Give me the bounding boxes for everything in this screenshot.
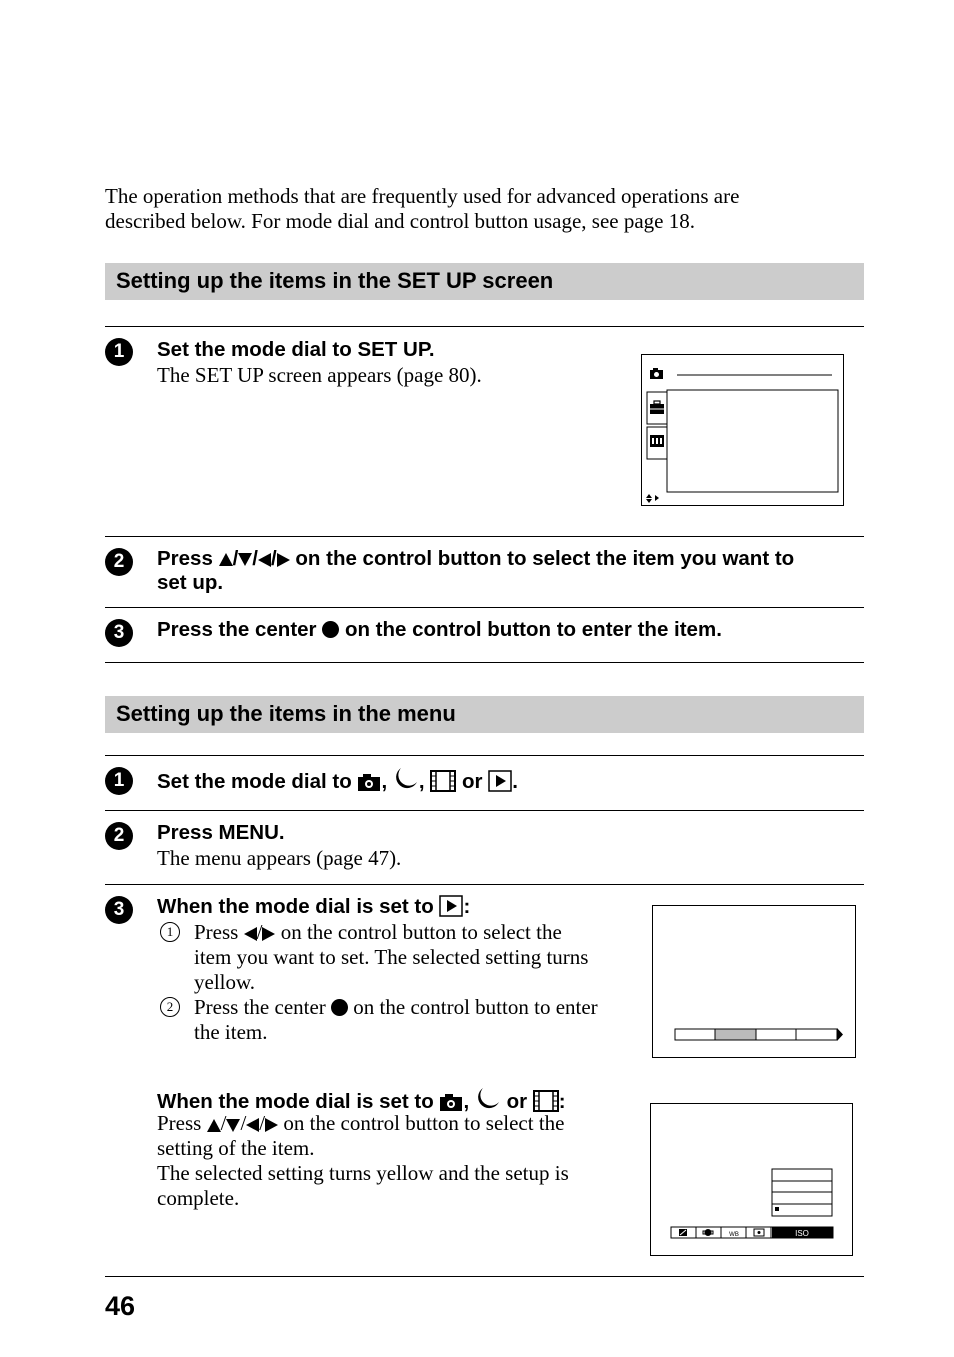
step-heading-press-arrows [157,547,865,571]
divider [105,607,864,608]
substep-1-line-1: Press / on the control button to select the [194,920,562,944]
step-number-3: 3 [105,896,133,924]
step-body: The menu appears (page 47). [157,846,402,870]
center-button-icon [331,999,348,1016]
substep-number-1: 1 [160,922,180,942]
divider [105,884,864,885]
step-heading-rest: on the control button to select the item you want to [295,547,795,570]
left-arrow-icon [258,553,271,567]
shooting-line-4: complete. [157,1186,240,1210]
substep-1-rest: on the control button to select the [280,920,562,944]
center-button-icon [322,621,339,638]
movie-film-icon [430,770,456,798]
setup-screen-illustration [641,354,844,506]
slash: / [252,547,258,570]
step-heading-line-2: set up. [157,571,224,594]
or-text: or [462,770,483,793]
step-number-2: 2 [105,822,133,850]
colon: : [463,895,471,918]
substep-1-line-3: yellow. [194,970,256,994]
subheading-playback [157,895,470,923]
divider [105,810,864,811]
press-text: Press [157,1111,202,1135]
toolbox-icon [650,401,664,414]
shooting-line-1-rest: on the control button to select the [283,1111,565,1135]
mode-dial-text: Set the mode dial to [157,770,352,793]
comma: , [418,770,425,793]
or-text: or [506,1090,528,1113]
navigation-arrows-icon [646,494,659,503]
divider [105,662,864,663]
shooting-menu-screen-illustration [650,1103,853,1256]
down-arrow-icon [238,553,252,566]
comma: , [381,770,388,793]
substep-2-line-1 [194,995,598,1020]
shooting-line-2: setting of the item. [157,1136,315,1160]
divider [105,755,864,756]
playback-icon [488,770,512,798]
substep-number-2: 2 [160,997,180,1017]
playback-menu-screen-illustration [652,905,856,1058]
left-arrow-icon [246,1118,259,1132]
step-heading-press-center [157,618,722,642]
period: . [512,770,518,793]
section-title-menu: Setting up the items in the menu [116,701,456,726]
press-center-rest: on the control button to enter the item. [344,618,722,641]
night-moon-icon [393,766,419,798]
substep-1-line-2: item you want to set. The selected setting turns [194,945,589,969]
intro-line-2: described below. For mode dial and control button usage, see page 18. [105,209,695,233]
down-arrow-icon [226,1119,240,1132]
right-arrow-icon [262,927,275,941]
intro-paragraph [105,184,865,234]
playback-icon [439,895,463,923]
iso-tab-label: ISO [795,1229,809,1238]
press-text: Press [194,920,239,944]
exposure-icon [679,1229,687,1236]
section-title-setup: Setting up the items in the SET UP screen [116,268,554,293]
camera-icon [357,772,381,798]
section-header-menu [105,696,864,733]
colon: : [558,1090,566,1113]
subheading-text: When the mode dial is set to [157,895,434,918]
step-number-1: 1 [105,338,133,366]
press-text: Press [157,547,213,570]
press-center-text: Press the center [194,995,326,1019]
substep-2-line-2: the item. [194,1020,268,1044]
slash: / [232,547,239,570]
left-arrow-icon [244,927,257,941]
step-body: The SET UP screen appears (page 80). [157,363,482,387]
slash: / [270,547,277,570]
step-heading: Press MENU. [157,821,285,844]
footer-divider [105,1276,864,1277]
substep-2-rest: on the control button to enter [353,995,598,1019]
step-number-2: 2 [105,548,133,576]
shooting-line-3: The selected setting turns yellow and the setup is [157,1161,569,1185]
divider [105,326,864,327]
up-arrow-icon [219,553,233,566]
step-heading: Set the mode dial to SET UP. [157,338,435,361]
camera-icon [650,368,663,379]
intro-line-1: The operation methods that are frequently used for advanced operations are [105,184,740,208]
step-number-3: 3 [105,619,133,647]
step-heading-mode-dial [157,766,518,798]
press-center-text: Press the center [157,618,317,641]
up-arrow-icon [207,1119,221,1132]
page-number: 46 [105,1291,136,1321]
section-header-setup [105,263,864,300]
wb-tab-label: WB [729,1232,739,1238]
step-number-1: 1 [105,767,133,795]
right-arrow-icon [277,553,290,567]
subheading-text: When the mode dial is set to [157,1090,434,1113]
right-arrow-icon [265,1118,278,1132]
memory-card-icon [650,435,664,447]
divider [105,536,864,537]
comma: , [463,1090,470,1113]
shooting-line-1: Press / / / on the control button to select the [157,1111,565,1135]
